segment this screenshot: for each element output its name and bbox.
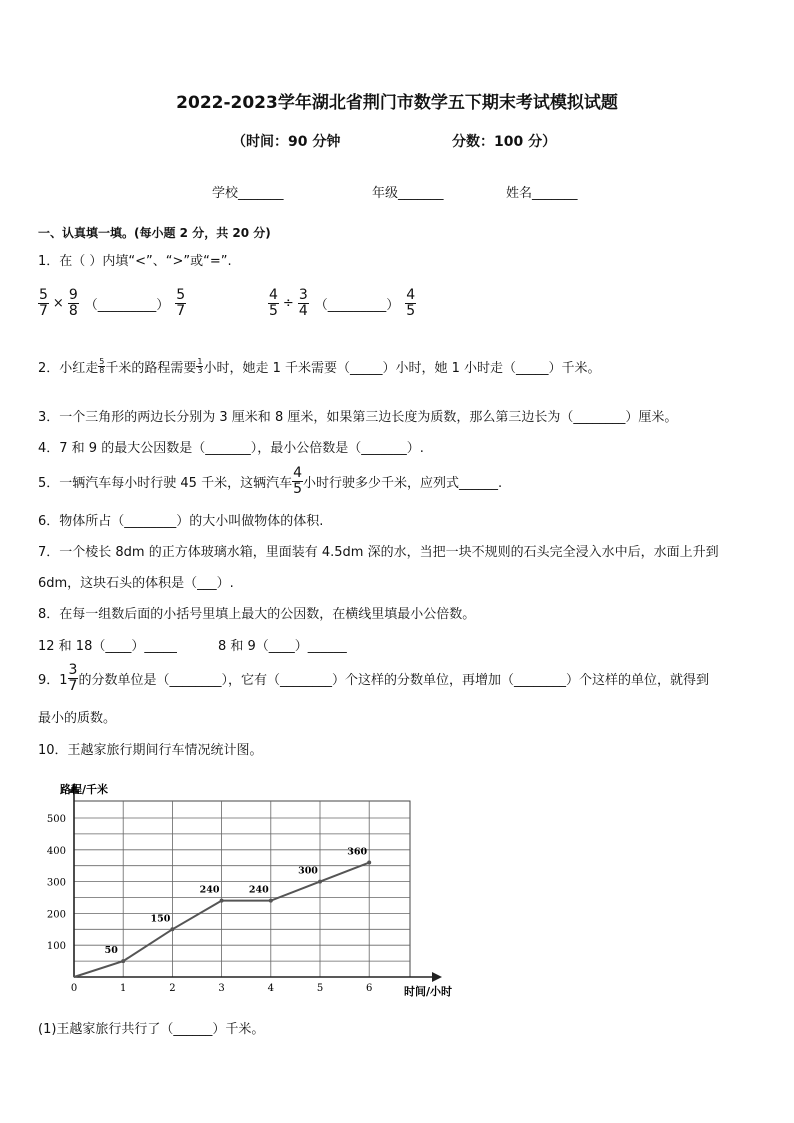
question-1-text: 1．在（ ）内填“<”、“>”或“=”.: [38, 254, 232, 269]
data-point: [170, 927, 174, 931]
fraction: $\frac{3}{7}$: [68, 662, 78, 694]
question-1b: $\frac{4}{5}$ ÷ $\frac{3}{4}$ （_________） $\frac{4}{5}$: [269, 287, 416, 319]
page-title: 2022-2023学年湖北省荆门市数学五下期末考试模拟试题: [176, 93, 618, 113]
y-tick-label: 500: [46, 814, 66, 825]
question-3: 3．一个三角形的两边长分别为 3 厘米和 8 厘米，如果第三边长度为质数，那么第三边长为（________）厘米。: [38, 410, 678, 425]
fraction: $\frac{4}{5}$: [406, 287, 416, 319]
x-axis-arrow: [432, 972, 442, 982]
school-field[interactable]: 学校_______: [212, 186, 284, 201]
fraction: $\frac{5}{7}$: [39, 287, 48, 319]
data-label: 50: [104, 945, 118, 957]
x-tick-label: 2: [169, 983, 176, 994]
y-tick-label: 300: [46, 877, 66, 889]
grid-border: [74, 801, 410, 977]
x-tick-label: 5: [316, 983, 324, 994]
fraction: $\frac{9}{8}$: [68, 287, 78, 319]
chart-grid: [74, 801, 410, 977]
x-tick-label: 4: [267, 983, 274, 994]
chart-axes: [47, 783, 442, 994]
data-label: 240: [199, 884, 220, 896]
data-label: 300: [298, 865, 318, 877]
y-axis-label: 路程/千米: [60, 783, 109, 796]
answer-blank[interactable]: （_________）: [314, 297, 400, 313]
y-tick-label: 400: [46, 845, 66, 857]
data-label: 150: [150, 913, 171, 925]
question-10: 10．王越家旅行期间行车情况统计图。: [38, 743, 263, 758]
question-8b: 8 和 9（____）______: [218, 639, 347, 654]
data-label: 240: [248, 884, 269, 896]
x-tick-label: 6: [366, 983, 373, 994]
name-field[interactable]: 姓名_______: [506, 186, 578, 201]
score-label: 分数：100 分）: [452, 134, 557, 150]
question-9: 9．1 $\frac{3}{7}$ 的分数单位是（________），它有（________）个这样的分数单位，再增加（________）个这样的单位，就得到: [38, 662, 709, 694]
data-point: [367, 861, 371, 865]
data-point: [220, 899, 224, 903]
data-label: 360: [347, 846, 368, 858]
data-point: [318, 880, 322, 884]
fraction: $\frac{4}{5}$: [269, 287, 278, 319]
question-8: 8．在每一组数后面的小括号里填上最大的公因数，在横线里填最小公倍数。: [38, 607, 476, 622]
x-tick-label: 0: [70, 983, 78, 994]
question-9-line2: 最小的质数。: [38, 711, 117, 726]
fraction: $\frac{3}{4}$: [298, 287, 308, 319]
question-4: 4．7 和 9 的最大公因数是（_______），最小公倍数是（_______）.: [38, 441, 424, 456]
y-tick-label: 200: [46, 909, 66, 921]
grade-field[interactable]: 年级_______: [372, 186, 444, 201]
question-1a: $\frac{5}{7}$ × $\frac{9}{8}$ （_________） $\frac{5}{7}$: [39, 287, 186, 319]
answer-blank[interactable]: （_________）: [84, 297, 170, 313]
fraction: $\frac{4}{5}$: [293, 465, 302, 497]
distance-time-chart: [30, 775, 470, 1005]
section-heading: 一、认真填一填。(每小题 2 分，共 20 分): [38, 226, 271, 240]
question-2: 2．小红走 $\frac{5}{8}$ 千米的路程需要 $\frac{1}{3}$ 小时，她走 1 千米需要（_____）小时，她 1 小时走（_____）千米。: [38, 356, 601, 376]
question-6: 6．物体所占（________）的大小叫做物体的体积.: [38, 514, 324, 529]
y-tick-label: 100: [46, 941, 66, 953]
fraction: $\frac{5}{7}$: [176, 287, 186, 319]
data-point: [121, 959, 125, 963]
fraction: $\frac{1}{3}$: [197, 356, 203, 375]
fraction: $\frac{5}{8}$: [99, 356, 105, 375]
question-7-line1: 7．一个棱长 8dm 的正方体玻璃水箱，里面装有 4.5dm 深的水，当把一块不规则的石头完全浸入水中后，水面上升到: [38, 545, 719, 560]
question-7-line2: 6dm，这块石头的体积是（___）.: [38, 576, 234, 591]
x-axis-label: 时间/小时: [404, 985, 453, 998]
x-tick-label: 3: [218, 983, 225, 994]
question-10-sub1: (1)王越家旅行共行了（______）千米。: [38, 1022, 265, 1037]
data-point: [269, 899, 273, 903]
x-tick-label: 1: [120, 983, 127, 994]
question-5: 5．一辆汽车每小时行驶 45 千米，这辆汽车 $\frac{4}{5}$ 小时行驶多少千米，应列式______.: [38, 465, 503, 497]
question-8a: 12 和 18（____）_____: [38, 639, 177, 654]
time-label: （时间：90 分钟: [232, 134, 341, 150]
